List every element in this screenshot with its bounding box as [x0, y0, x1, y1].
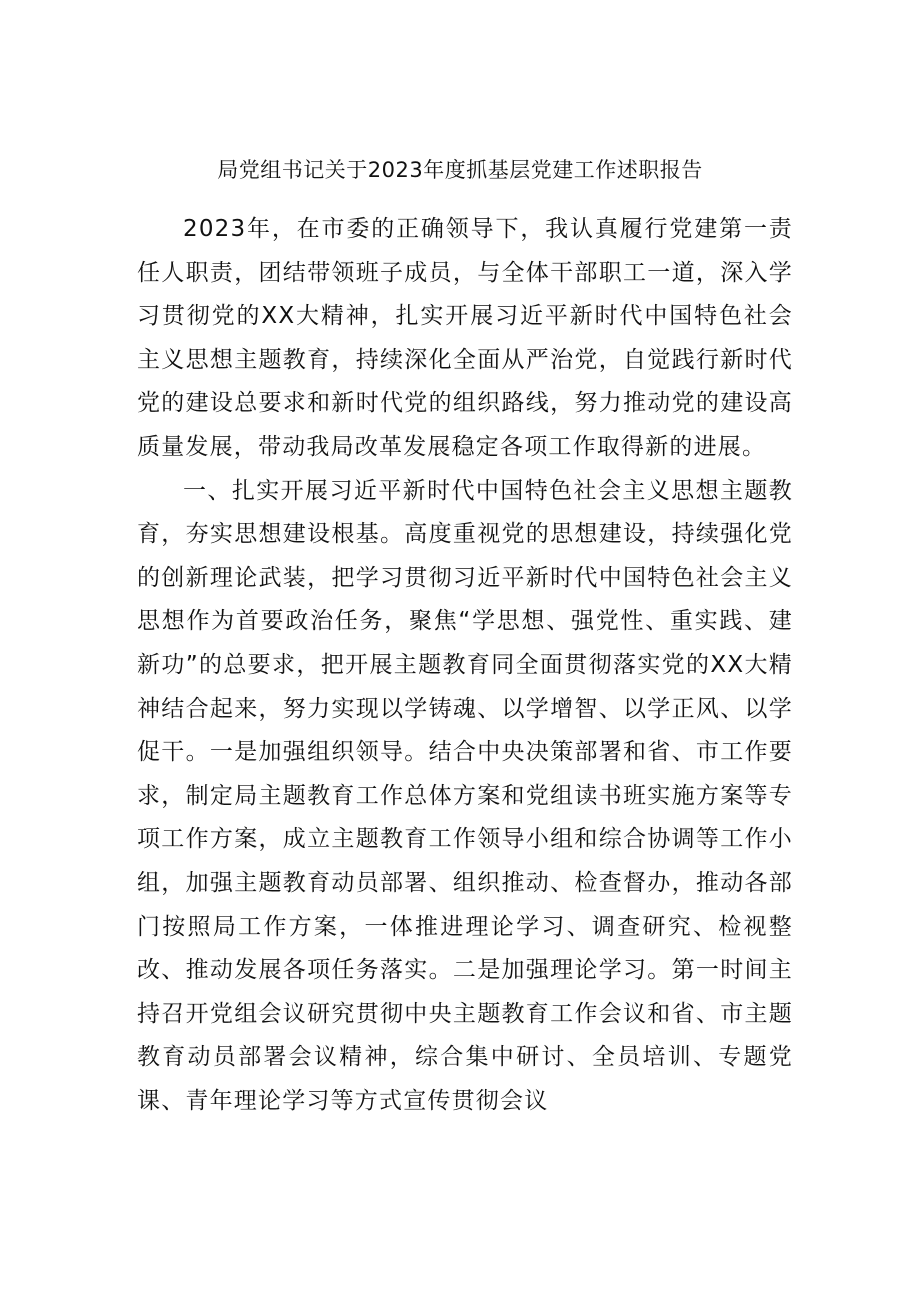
document-body — [137, 208, 793, 1123]
paragraph-intro: 2023年，在市委的正确领导下，我认真履行党建第一责任人职责，团结带领班子成员，与全体干部职工一道，深入学习贯彻党的XX大精神，扎实开展习近平新时代中国特色社会主义思想主题教育，持续深化全面从严治党，自觉践行新时代党的建设总要求和新时代党的组织路线，努力推动党的建设高质量发展，带动我局改革发展稳定各项工作取得新的进展。 — [137, 216, 793, 460]
document-title: 局党组书记关于2023年度抓基层党建工作述职报告 — [217, 158, 703, 182]
paragraph-section-one: 一、扎实开展习近平新时代中国特色社会主义思想主题教育，夯实思想建设根基。高度重视党的思想建设，持续强化党的创新理论武装，把学习贯彻习近平新时代中国特色社会主义思想作为首要政治任务，聚焦“学思想、强党性、重实践、建新功”的总要求，把开展主题教育同全面贯彻落实党的XX大精神结合起来，努力实现以学铸魂、以学增智、以学正风、以学促干。一是加强组织领导。结合中央决策部署和省、市工作要求，制定局主题教育工作总体方案和党组读书班实施方案等专项工作方案，成立主题教育工作领导小组和综合协调等工作小组，加强主题教育动员部署、组织推动、检查督办，推动各部门按照局工作方案，一体推进理论学习、调查研究、检视整改、推动发展各项任务落实。二是加强理论学习。第一时间主持召开党组会议研究贯彻中央主题教育工作会议和省、市主题教育动员部署会议精神，综合集中研讨、全员培训、专题党课、青年理论学习等方式宣传贯彻会议 — [137, 477, 793, 1114]
